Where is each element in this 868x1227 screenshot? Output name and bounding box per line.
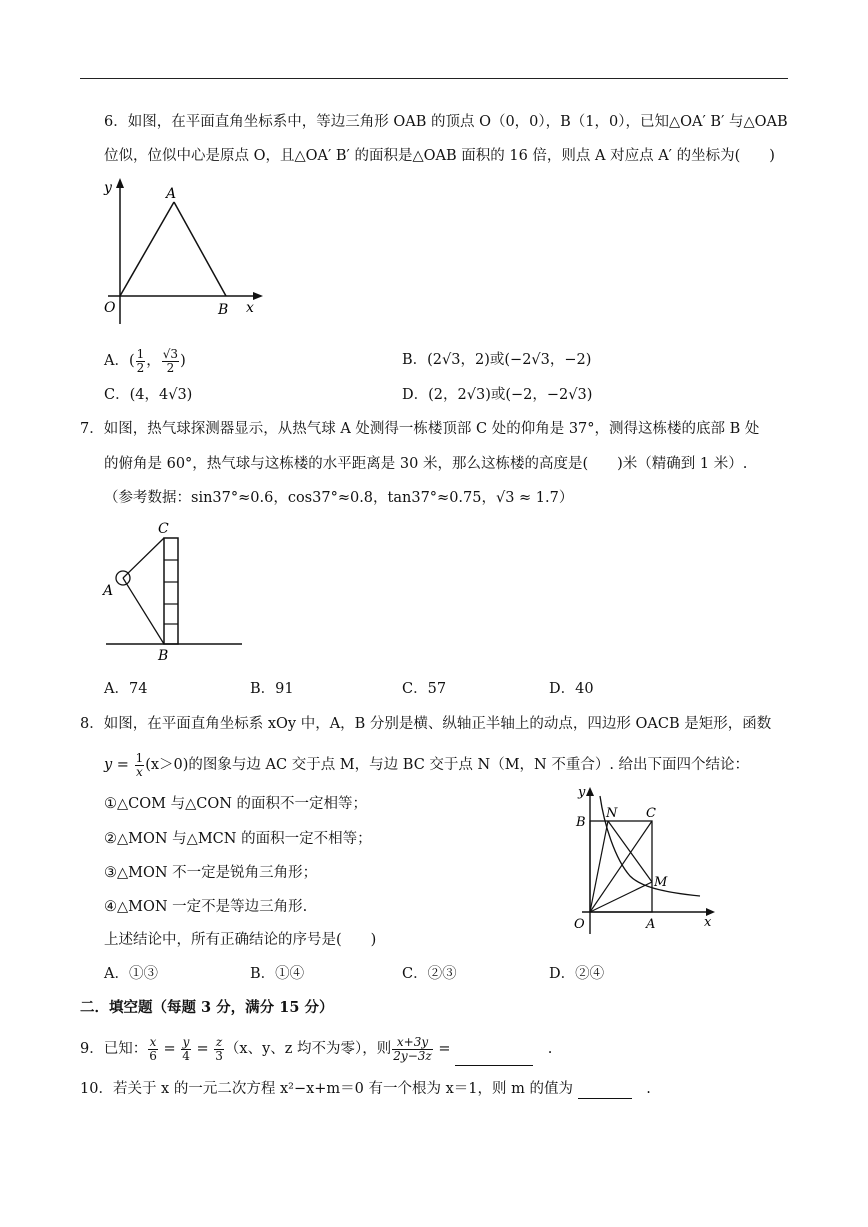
q8-question-ask: 上述结论中，所有正确结论的序号是( ): [104, 932, 377, 948]
q8-option-a: A．①③: [104, 966, 158, 982]
q6-option-d: D．(2，2√3)或(−2，−2√3): [402, 387, 593, 403]
q8-fig-C-label: C: [646, 806, 656, 821]
q6-line1: 6．如图，在平面直角坐标系中，等边三角形 OAB 的顶点 O（0，0），B（1，0），已知△OA′ B′ 与△OAB: [104, 114, 788, 130]
q8-fig-x-label: x: [704, 915, 712, 930]
q7-option-c: C．57: [402, 681, 447, 697]
q8-option-b: B．①④: [250, 966, 305, 982]
q8-rectangle-figure: [560, 784, 720, 936]
q6-fig-B-label: B: [218, 302, 229, 318]
q6-fig-x-label: x: [246, 300, 254, 316]
q8-fig-y-label: y: [578, 785, 586, 800]
q9-line: 9．已知： $\frac{x}{6}$ = $\frac{y}{4}$ = $\frac{z}{3}$ （x、y、z 均不为零），则 $\frac{x+3y}{2y-3z}$ = .: [80, 1032, 552, 1066]
q8-line1: 8．如图，在平面直角坐标系 xOy 中，A，B 分别是横、纵轴正半轴上的动点，四边形 OACB 是矩形，函数: [80, 716, 772, 732]
q8-line2: y = $\frac{1}{x}$ (x＞0)的图象与边 AC 交于点 M，与边 BC 交于点 N（M，N 不重合）. 给出下面四个结论：: [104, 750, 750, 779]
q7-fig-C-label: C: [158, 521, 169, 537]
q8-fig-N-label: N: [606, 806, 618, 821]
q8-fig-O-label: O: [574, 917, 585, 932]
q6-line2: 位似，位似中心是原点 O，且△OA′ B′ 的面积是△OAB 面积的 16 倍，则点 A 对应点 A′ 的坐标为( ): [104, 148, 775, 164]
q8-option-c: C．②③: [402, 966, 457, 982]
q7-fig-A-label: A: [103, 583, 114, 599]
q6-option-c: C．(4，4√3): [104, 387, 193, 403]
q6-option-b: B．(2√3，2)或(−2√3，−2): [402, 352, 592, 368]
q8-fig-M-label: M: [654, 875, 668, 890]
q9-answer-blank[interactable]: [455, 1065, 533, 1066]
q8-conclusion-3: ③△MON 不一定是锐角三角形；: [104, 865, 318, 881]
q8-fig-B-label: B: [576, 815, 586, 830]
q7-building-figure: [100, 520, 250, 665]
q7-line1: 7．如图，热气球探测器显示，从热气球 A 处测得一栋楼顶部 C 处的仰角是 37°，测得这栋楼的底部 B 处: [80, 421, 760, 437]
section-2-heading: 二．填空题（每题 3 分，满分 15 分）: [80, 999, 334, 1016]
q8-conclusion-1: ①△COM 与△CON 的面积不一定相等；: [104, 796, 368, 812]
q8-option-d: D．②④: [549, 966, 605, 982]
q7-option-b: B．91: [250, 681, 294, 697]
q7-line3: （参考数据：sin37°≈0.6，cos37°≈0.8，tan37°≈0.75，√3 ≈ 1.7）: [104, 490, 574, 506]
q7-option-d: D．40: [549, 681, 594, 697]
q10-line: 10．若关于 x 的一元二次方程 x²−x+m＝0 有一个根为 x＝1，则 m 的值为 .: [80, 1081, 651, 1097]
q8-fig-A-label: A: [646, 917, 656, 932]
q6-triangle-figure: [98, 176, 268, 326]
q6-fig-A-label: A: [166, 186, 177, 202]
q8-conclusion-2: ②△MON 与△MCN 的面积一定不相等；: [104, 831, 372, 847]
q6-fig-y-label: y: [104, 180, 112, 196]
q6-option-a: A．( $\frac{1}{2}$ ， $\frac{√3}{2}$ ): [104, 346, 186, 375]
q6-fig-O-label: O: [104, 300, 116, 316]
q7-line2: 的俯角是 60°，热气球与这栋楼的水平距离是 30 米，那么这栋楼的高度是( )米（精确到 1 米）.: [104, 456, 748, 472]
q7-option-a: A．74: [104, 681, 148, 697]
header-rule: [80, 78, 788, 79]
q10-answer-blank[interactable]: [578, 1082, 632, 1099]
q8-conclusion-4: ④△MON 一定不是等边三角形.: [104, 899, 308, 915]
q7-fig-B-label: B: [158, 648, 169, 664]
